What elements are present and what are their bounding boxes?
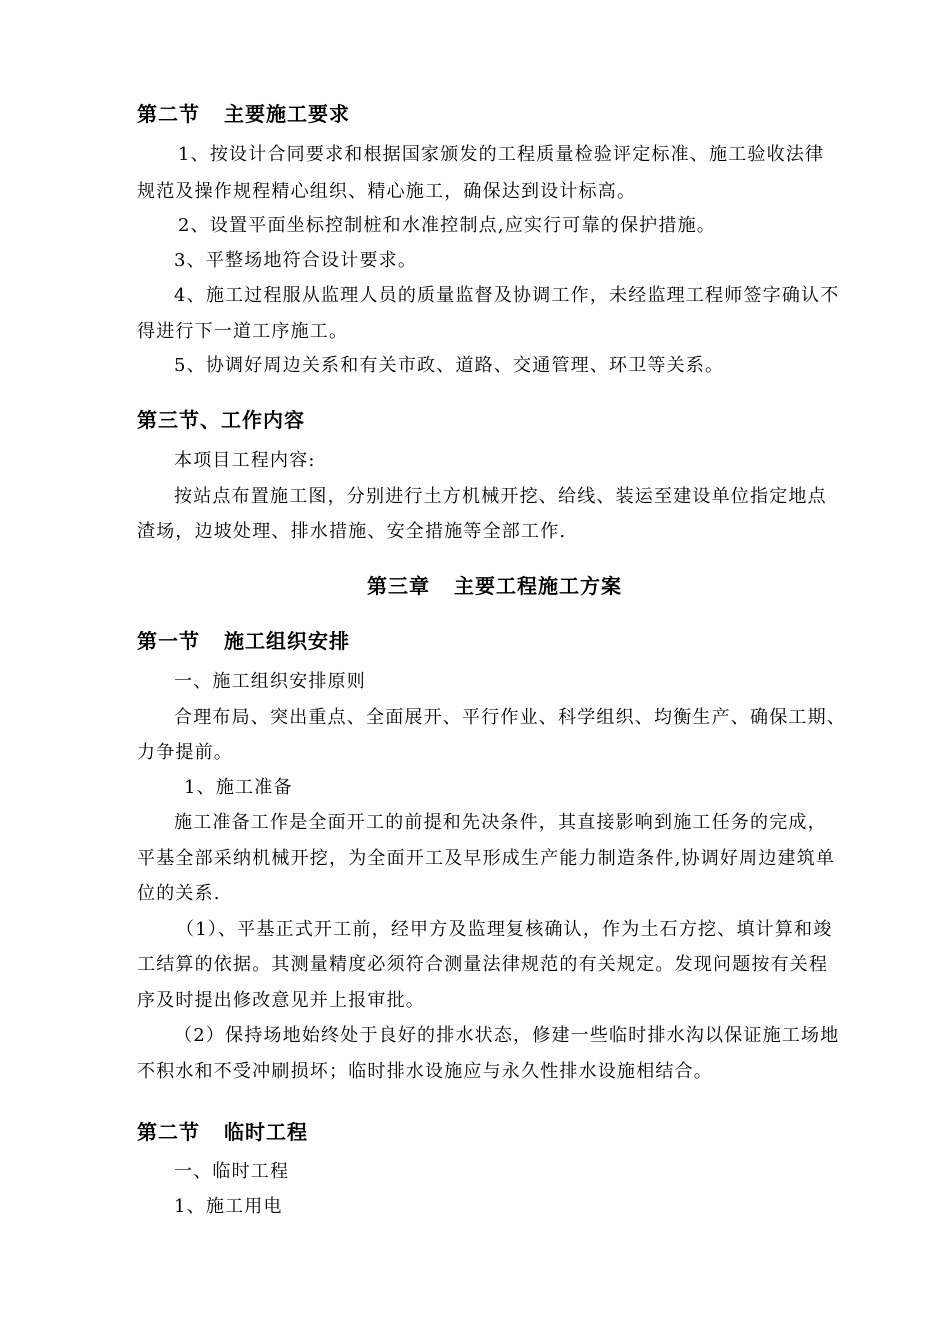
section-number: 第二节	[137, 102, 200, 126]
subheading-line: 一、临时工程	[174, 1161, 290, 1182]
section-title: 临时工程	[224, 1120, 308, 1144]
paragraph-line: 4、施工过程服从监理人员的质量监督及协调工作，未经监理工程师签字确认不	[174, 285, 840, 306]
chapter-number: 第三章	[367, 574, 430, 598]
paragraph-line: 5、协调好周边关系和有关市政、道路、交通管理、环卫等关系。	[174, 355, 725, 376]
section-heading-organization	[137, 628, 350, 654]
paragraph-line: 3、平整场地符合设计要求。	[174, 250, 418, 271]
item-line: 1、施工准备	[184, 777, 293, 798]
paragraph-line: 施工准备工作是全面开工的前提和先决条件，其直接影响到施工任务的完成，	[174, 812, 827, 833]
section-number: 第二节	[137, 1120, 200, 1144]
section-number: 第一节	[137, 629, 200, 653]
paragraph-line: 本项目工程内容:	[174, 450, 316, 471]
paragraph-line: 1、按设计合同要求和根据国家颁发的工程质量检验评定标准、施工验收法律	[178, 144, 825, 165]
paragraph-line: 渣场，边坡处理、排水措施、安全措施等全部工作.	[137, 521, 567, 542]
paragraph-line: （1）、平基正式开工前，经甲方及监理复核确认，作为土石方挖、填计算和竣	[176, 919, 833, 940]
section-heading-main-requirements	[137, 101, 350, 127]
paragraph-line: 位的关系.	[137, 883, 221, 904]
chapter-heading	[367, 573, 622, 599]
paragraph-line: 平基全部采纳机械开挖，为全面开工及早形成生产能力制造条件,协调好周边建筑单	[137, 848, 836, 869]
section-title: 施工组织安排	[224, 629, 350, 653]
paragraph-line: 序及时提出修改意见并上报审批。	[137, 990, 425, 1011]
paragraph-line: （2）保持场地始终处于良好的排水状态，修建一些临时排水沟以保证施工场地	[174, 1025, 840, 1046]
paragraph-line: 不积水和不受冲刷损坏；临时排水设施应与永久性排水设施相结合。	[137, 1061, 713, 1082]
chapter-title: 主要工程施工方案	[454, 574, 622, 598]
paragraph-line: 2、设置平面坐标控制桩和水准控制点,应实行可靠的保护措施。	[178, 215, 716, 236]
paragraph-line: 规范及操作规程精心组织、精心施工，确保达到设计标高。	[137, 181, 637, 202]
item-line: 1、施工用电	[174, 1196, 283, 1217]
paragraph-line: 合理布局、突出重点、全面展开、平行作业、科学组织、均衡生产、确保工期、	[174, 707, 846, 728]
paragraph-line: 得进行下一道工序施工。	[137, 321, 349, 342]
paragraph-line: 按站点布置施工图，分别进行土方机械开挖、给线、装运至建设单位指定地点	[174, 486, 827, 507]
section-title: 主要施工要求	[224, 102, 350, 126]
paragraph-line: 力争提前。	[137, 742, 233, 763]
section-heading-temporary-works	[137, 1119, 308, 1145]
section-heading-work-content: 第三节、工作内容	[137, 408, 305, 432]
paragraph-line: 工结算的依据。其测量精度必须符合测量法律规范的有关规定。发现问题按有关程	[137, 954, 829, 975]
subheading-line: 一、施工组织安排原则	[174, 671, 366, 692]
